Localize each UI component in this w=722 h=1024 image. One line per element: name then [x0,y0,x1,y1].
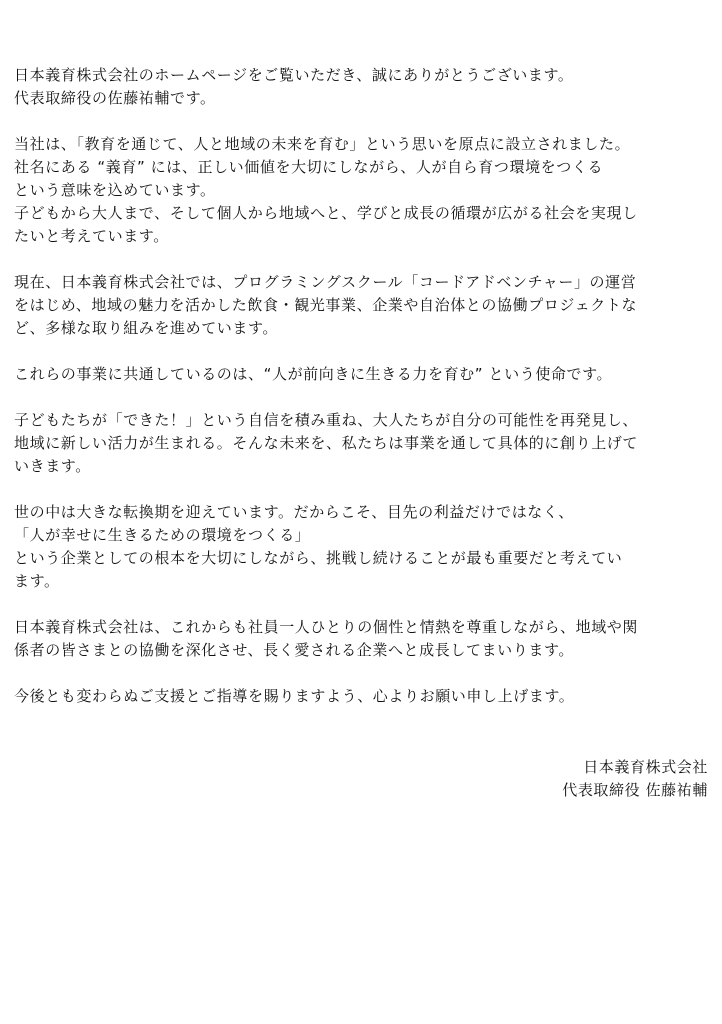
signature-block [562,756,708,802]
text-line: ます。 [14,572,60,590]
text-line: 「人が幸せに生きるための環境をつくる」 [14,526,311,544]
paragraph-closing [14,685,708,708]
text-line: 地域に新しい活力が生まれる。そんな未来を、私たちは事業を通して具体的に創り上げて [14,434,639,452]
text-line: 今後とも変わらぬご支援とご指導を賜りますよう、心よりお願い申し上げます。 [14,687,575,705]
paragraph-business [14,271,708,340]
text-line: をはじめ、地域の魅力を活かした飲食・観光事業、企業や自治体との協働プロジェクトな [14,296,638,314]
text-line: ど、多様な取り組みを進めています。 [14,319,279,337]
text-line: これらの事業に共通しているのは、“人が前向きに生きる力を育む” という使命です。 [14,365,613,383]
text-line: 子どもから大人まで、そして個人から地域へと、学びと成長の循環が広がる社会を実現し [14,204,638,222]
text-line: 日本義育株式会社のホームページをご覧いただき、誠にありがとうございます。 [14,66,574,84]
text-line: 日本義育株式会社は、これからも社員一人ひとりの個性と情熱を尊重しながら、地域や関 [14,618,639,636]
letter-body [14,64,708,731]
text-line: いきます。 [14,457,91,475]
paragraph-philosophy [14,501,708,593]
text-line: 係者の皆さまとの協働を深化させ、長く愛される企業へと成長してまいります。 [14,641,574,659]
text-line: 代表取締役の佐藤祐輔です。 [14,89,216,107]
paragraph-vision [14,409,708,478]
text-line: 社名にある “義育” には、正しい価値を大切にしながら、人が自ら育つ環境をつくる [14,158,604,176]
paragraph-founding [14,133,708,248]
signature-company: 日本義育株式会社 [583,758,708,776]
text-line: 当社は、「教育を通じて、人と地域の未来を育む」という思いを原点に設立されました。 [14,135,631,153]
text-line: 現在、日本義育株式会社では、プログラミングスクール「コードアドベンチャー」の運営 [14,273,637,291]
text-line: という意味を込めています。 [14,181,216,199]
paragraph-future [14,616,708,662]
paragraph-mission [14,363,708,386]
text-line: 世の中は大きな転換期を迎えています。だからこそ、目先の利益だけではなく、 [14,503,574,521]
text-line: たいと考えています。 [14,227,169,245]
paragraph-greeting [14,64,708,110]
text-line: という企業としての根本を大切にしながら、挑戦し続けることが最も重要だと考えてい [14,549,623,567]
text-line: 子どもたちが「できた！」という自信を積み重ね、大人たちが自分の可能性を再発見し、 [14,411,639,429]
signature-name: 代表取締役 佐藤祐輔 [562,781,708,799]
